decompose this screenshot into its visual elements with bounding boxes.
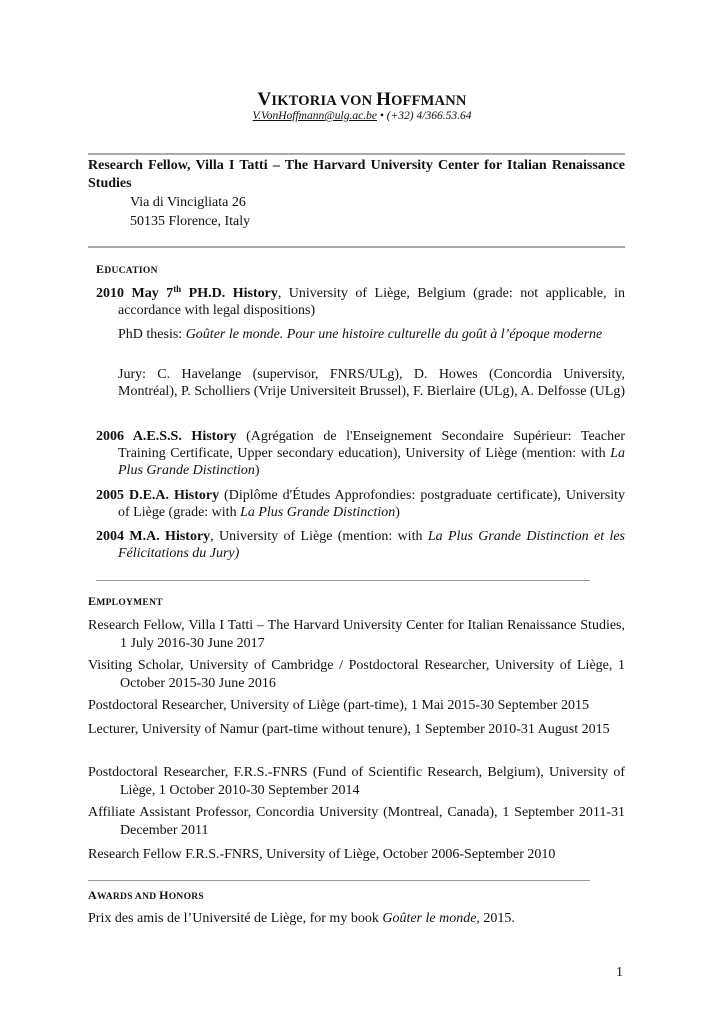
phone-number: (+32) 4/366.53.64	[386, 110, 472, 122]
current-position-title: Research Fellow, Villa I Tatti – The Harvard University Center for Italian Renaissance Studies	[88, 158, 625, 191]
education-item: 2010 May 7th PH.D. History, University of Liège, Belgium (grade: not applicable, in accordance with legal dispositions)	[96, 284, 625, 318]
education-item: 2004 M.A. History, University of Liège (mention: with La Plus Grande Distinction et les Félicitations du Jury)	[96, 529, 626, 561]
employment-item: Postdoctoral Researcher, University of Liège (part-time), 1 Mai 2015-30 September 2015	[88, 698, 589, 713]
education-jury: Jury: C. Havelange (supervisor, FNRS/ULg), D. Howes (Concordia University, Montréal), P. Scholliers (Vrije Universiteit Brussel), F. Bierlaire (ULg), A. Delfosse (ULg)	[118, 367, 625, 399]
cv-name: VIKTORIA VON HOFFMANN	[257, 89, 467, 110]
education-item: 2005 D.E.A. History (Diplôme d'Études Approfondies: postgraduate certificate), University of Liège (grade: with La Plus Grande Distinction)	[96, 488, 625, 520]
address-line-1: Via di Vincigliata 26	[130, 195, 246, 210]
divider	[88, 153, 625, 155]
email-link[interactable]: V.VonHoffmann@ulg.ac.be	[252, 110, 377, 122]
employment-item: Research Fellow F.R.S.-FNRS, University of Liège, October 2006-September 2010	[88, 847, 556, 862]
divider	[88, 246, 625, 248]
award-item: Prix des amis de l’Université de Liège, for my book Goûter le monde, 2015.	[88, 911, 515, 926]
employment-heading: EMPLOYMENT	[88, 594, 163, 608]
contact-line	[0, 110, 724, 122]
address-line-2: 50135 Florence, Italy	[130, 214, 251, 229]
employment-item: Visiting Scholar, University of Cambridge / Postdoctoral Researcher, University of Liège, 1 October 2015-30 June 2016	[88, 658, 625, 691]
employment-item: Postdoctoral Researcher, F.R.S.-FNRS (Fund of Scientific Research, Belgium), University of Liège, 1 October 2010-30 September 2014	[88, 765, 625, 798]
employment-item: Research Fellow, Villa I Tatti – The Harvard University Center for Italian Renaissance Studies, 1 July 2016-30 June 2017	[88, 618, 625, 651]
divider	[96, 580, 590, 581]
employment-item: Lecturer, University of Namur (part-time without tenure), 1 September 2010-31 August 2015	[88, 722, 610, 737]
awards-heading: AWARDS AND HONORS	[88, 888, 205, 902]
divider	[88, 880, 590, 881]
education-thesis: PhD thesis: Goûter le monde. Pour une histoire culturelle du goût à l’époque moderne	[118, 327, 603, 342]
employment-item: Affiliate Assistant Professor, Concordia University (Montreal, Canada), 1 September 2011-31 December 2011	[88, 805, 625, 838]
page-number: 1	[616, 965, 623, 980]
separator-bullet: •	[376, 110, 387, 122]
education-item: 2006 A.E.S.S. History (Agrégation de l'Enseignement Secondaire Supérieur: Teacher Training Certificate, Upper secondary education), University of Liège (mention: with La Plus Grande Distinction)	[96, 429, 625, 478]
education-heading: EDUCATION	[96, 262, 158, 276]
